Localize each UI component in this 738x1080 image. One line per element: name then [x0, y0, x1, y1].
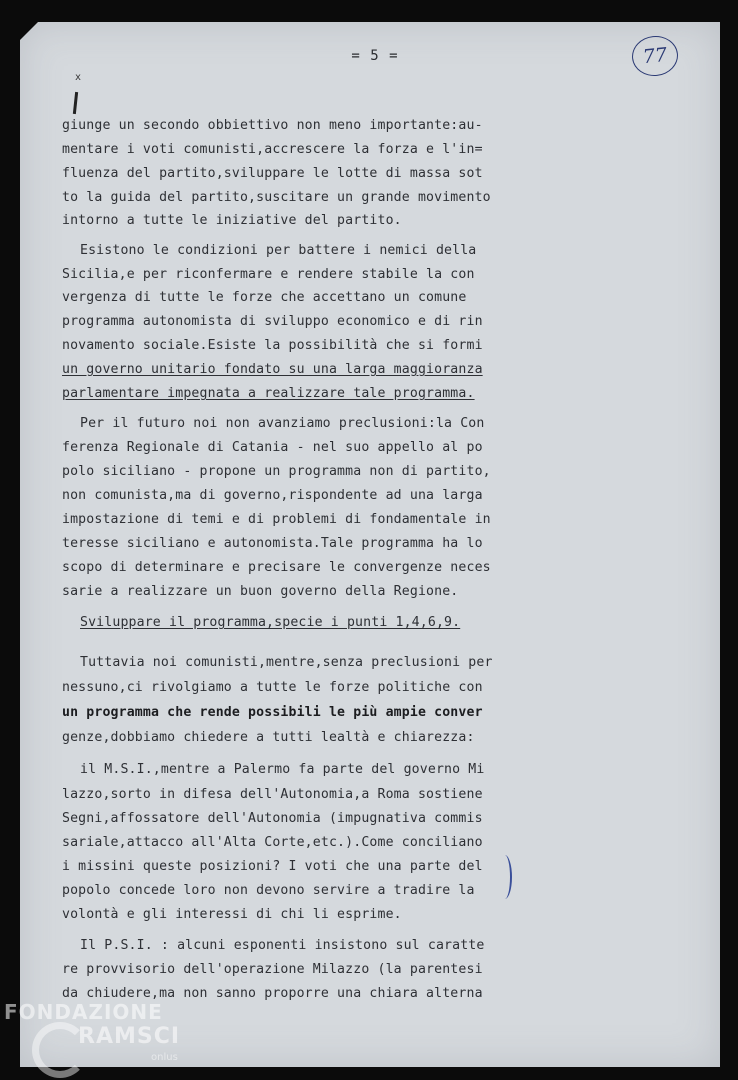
text-line: ferenza Regionale di Catania - nel suo appello al po	[62, 440, 483, 455]
torn-corner	[20, 22, 38, 40]
text-line: Per il futuro noi non avanziamo preclusioni:la Con	[80, 416, 485, 431]
text-line: il M.S.I.,mentre a Palermo fa parte del governo Mi	[80, 762, 485, 777]
text-line: nessuno,ci rivolgiamo a tutte le forze politiche con	[62, 680, 483, 695]
logo-line1: FONDAZIONE	[4, 1000, 163, 1024]
logo-line2: RAMSCI	[78, 1024, 181, 1049]
text-line: fluenza del partito,sviluppare le lotte di massa sot	[62, 166, 483, 181]
underlined-text-line: parlamentare impegnata a realizzare tale programma.	[62, 386, 475, 401]
section-heading: Sviluppare il programma,specie i punti 1,4,6,9.	[80, 615, 461, 630]
watermark-logo	[4, 1000, 204, 1080]
text-line: Sicilia,e per riconfermare e rendere stabile la con	[62, 267, 475, 282]
logo-sub: onlus	[151, 1052, 178, 1063]
text-line: polo siciliano - propone un programma non di partito,	[62, 464, 491, 479]
text-line: da chiudere,ma non sanno proporre una chiara alterna	[62, 986, 483, 1001]
text-line: programma autonomista di sviluppo economico e di rin	[62, 314, 483, 329]
margin-tick: x	[75, 72, 82, 83]
text-line: non comunista,ma di governo,rispondente ad una larga	[62, 488, 483, 503]
text-line: giunge un secondo obbiettivo non meno importante:au-	[62, 118, 483, 133]
text-line: novamento sociale.Esiste la possibilità che si formi	[62, 338, 483, 353]
text-line: teresse siciliano e autonomista.Tale programma ha lo	[62, 536, 483, 551]
text-line: sarie a realizzare un buon governo della Regione.	[62, 584, 459, 599]
text-line: intorno a tutte le iniziative del partito.	[62, 213, 402, 228]
bold-text-line: un programma che rende possibili le più ampie conver	[62, 705, 483, 720]
archive-number: 77	[630, 34, 680, 79]
underlined-text-line: un governo unitario fondato su una larga maggioranza	[62, 362, 483, 377]
text-line: sariale,attacco all'Alta Corte,etc.).Come conciliano	[62, 835, 483, 850]
text-line: Esistono le condizioni per battere i nemici della	[80, 243, 477, 258]
text-line: popolo concede loro non devono servire a tradire la	[62, 883, 475, 898]
text-line: vergenza di tutte le forze che accettano un comune	[62, 290, 467, 305]
text-line: i missini queste posizioni? I voti che una parte del	[62, 859, 483, 874]
text-line: re provvisorio dell'operazione Milazzo (la parentesi	[62, 962, 483, 977]
text-line: genze,dobbiamo chiedere a tutti lealtà e chiarezza:	[62, 730, 475, 745]
text-line: to la guida del partito,suscitare un grande movimento	[62, 190, 491, 205]
text-line: Tuttavia noi comunisti,mentre,senza preclusioni per	[80, 655, 493, 670]
text-line: lazzo,sorto in difesa dell'Autonomia,a Roma sostiene	[62, 787, 483, 802]
text-line: impostazione di temi e di problemi di fondamentale in	[62, 512, 491, 527]
text-line: Segni,affossatore dell'Autonomia (impugnativa commis	[62, 811, 483, 826]
text-line: Il P.S.I. : alcuni esponenti insistono sul caratte	[80, 938, 485, 953]
text-line: mentare i voti comunisti,accrescere la forza e l'in=	[62, 142, 483, 157]
page-number: = 5 =	[351, 48, 399, 64]
text-line: volontà e gli interessi di chi li esprime.	[62, 907, 402, 922]
text-line: scopo di determinare e precisare le convergenze neces	[62, 560, 491, 575]
